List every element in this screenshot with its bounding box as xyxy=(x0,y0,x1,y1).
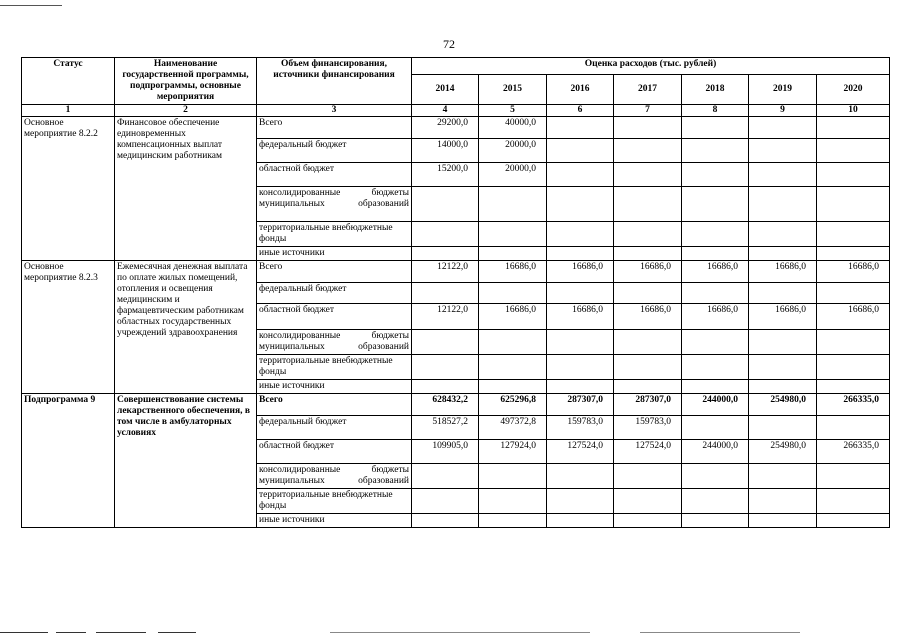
amount-cell xyxy=(817,355,890,380)
budget-table xyxy=(21,57,890,528)
amount-cell xyxy=(547,464,614,489)
amount-cell: 12122,0 xyxy=(412,261,479,283)
amount-cell: 16686,0 xyxy=(479,261,547,283)
amount-cell xyxy=(614,330,682,355)
amount-cell xyxy=(547,247,614,261)
column-number: 4 xyxy=(412,105,479,117)
row-funding-source: территориальные внебюджетные фонды xyxy=(257,489,412,514)
amount-cell xyxy=(412,380,479,394)
amount-cell: 20000,0 xyxy=(479,139,547,163)
row-status: Подпрограмма 9 xyxy=(22,394,115,528)
amount-cell xyxy=(412,464,479,489)
amount-cell xyxy=(749,464,817,489)
amount-cell xyxy=(547,380,614,394)
row-funding-source: территориальные внебюджетные фонды xyxy=(257,355,412,380)
table-row xyxy=(22,394,890,416)
row-funding-source: Всего xyxy=(257,394,412,416)
amount-cell: 16686,0 xyxy=(614,261,682,283)
amount-cell xyxy=(749,247,817,261)
amount-cell: 159783,0 xyxy=(614,416,682,440)
row-funding-source: Всего xyxy=(257,261,412,283)
amount-cell: 625296,8 xyxy=(479,394,547,416)
column-number: 5 xyxy=(479,105,547,117)
amount-cell xyxy=(682,416,749,440)
header-funding: Объем финансирования, источники финансирования xyxy=(257,58,412,105)
amount-cell: 16686,0 xyxy=(749,261,817,283)
amount-cell xyxy=(479,464,547,489)
amount-cell: 127524,0 xyxy=(547,440,614,464)
amount-cell xyxy=(817,163,890,187)
row-funding-source: иные источники xyxy=(257,247,412,261)
amount-cell xyxy=(547,355,614,380)
amount-cell xyxy=(682,514,749,528)
row-status: Основное мероприятие 8.2.3 xyxy=(22,261,115,394)
amount-cell xyxy=(817,416,890,440)
amount-cell: 16686,0 xyxy=(817,304,890,330)
amount-cell: 12122,0 xyxy=(412,304,479,330)
amount-cell xyxy=(614,283,682,304)
amount-cell xyxy=(682,380,749,394)
amount-cell: 287307,0 xyxy=(614,394,682,416)
amount-cell xyxy=(479,514,547,528)
amount-cell xyxy=(817,330,890,355)
page-number: 72 xyxy=(443,37,455,51)
amount-cell xyxy=(412,514,479,528)
amount-cell xyxy=(817,187,890,222)
amount-cell xyxy=(479,222,547,247)
column-number: 8 xyxy=(682,105,749,117)
amount-cell xyxy=(547,139,614,163)
amount-cell xyxy=(614,139,682,163)
amount-cell xyxy=(682,187,749,222)
amount-cell xyxy=(817,464,890,489)
amount-cell xyxy=(749,222,817,247)
column-number: 9 xyxy=(749,105,817,117)
amount-cell xyxy=(817,380,890,394)
column-number: 7 xyxy=(614,105,682,117)
amount-cell xyxy=(749,139,817,163)
row-funding-source: областной бюджет xyxy=(257,304,412,330)
amount-cell xyxy=(547,283,614,304)
amount-cell: 244000,0 xyxy=(682,394,749,416)
column-number: 2 xyxy=(115,105,257,117)
amount-cell xyxy=(682,355,749,380)
row-funding-source: Всего xyxy=(257,117,412,139)
amount-cell: 16686,0 xyxy=(479,304,547,330)
header-name: Наименование государственной программы, подпрограммы, основные мероприятия xyxy=(115,58,257,105)
column-number: 10 xyxy=(817,105,890,117)
header-year: 2018 xyxy=(682,75,749,105)
amount-cell: 16686,0 xyxy=(547,304,614,330)
amount-cell: 127924,0 xyxy=(479,440,547,464)
amount-cell: 244000,0 xyxy=(682,440,749,464)
amount-cell xyxy=(614,163,682,187)
table-row xyxy=(22,261,890,283)
row-program-name: Ежемесячная денежная выплата по оплате жилых помещений, отопления и освещения медицинским и фармацевтическим работникам областных государственных учреждений здравоохранения xyxy=(115,261,257,394)
amount-cell: 628432,2 xyxy=(412,394,479,416)
row-program-name: Финансовое обеспечение единовременных компенсационных выплат медицинским работникам xyxy=(115,117,257,261)
header-year: 2015 xyxy=(479,75,547,105)
amount-cell xyxy=(749,514,817,528)
amount-cell xyxy=(547,514,614,528)
row-funding-source: иные источники xyxy=(257,380,412,394)
amount-cell xyxy=(614,514,682,528)
row-funding-source: федеральный бюджет xyxy=(257,139,412,163)
amount-cell: 14000,0 xyxy=(412,139,479,163)
amount-cell: 40000,0 xyxy=(479,117,547,139)
amount-cell xyxy=(412,247,479,261)
table-row xyxy=(22,117,890,139)
amount-cell: 16686,0 xyxy=(682,261,749,283)
amount-cell xyxy=(479,489,547,514)
amount-cell xyxy=(479,283,547,304)
amount-cell xyxy=(547,163,614,187)
table-body xyxy=(22,117,890,528)
row-funding-source: федеральный бюджет xyxy=(257,416,412,440)
amount-cell: 266335,0 xyxy=(817,440,890,464)
amount-cell: 16686,0 xyxy=(614,304,682,330)
row-funding-source: федеральный бюджет xyxy=(257,283,412,304)
amount-cell xyxy=(479,330,547,355)
amount-cell xyxy=(614,380,682,394)
amount-cell xyxy=(749,187,817,222)
header-estimate: Оценка расходов (тыс. рублей) xyxy=(412,58,890,75)
amount-cell xyxy=(682,163,749,187)
amount-cell xyxy=(749,489,817,514)
amount-cell xyxy=(614,355,682,380)
amount-cell xyxy=(614,489,682,514)
amount-cell: 287307,0 xyxy=(547,394,614,416)
amount-cell: 109905,0 xyxy=(412,440,479,464)
amount-cell xyxy=(614,222,682,247)
column-number: 6 xyxy=(547,105,614,117)
amount-cell xyxy=(817,283,890,304)
header-year: 2017 xyxy=(614,75,682,105)
amount-cell xyxy=(817,514,890,528)
amount-cell xyxy=(412,222,479,247)
row-funding-source: консолидированные бюджеты муниципальных образований xyxy=(257,187,412,222)
amount-cell: 127524,0 xyxy=(614,440,682,464)
amount-cell xyxy=(479,355,547,380)
bottom-scan-lines xyxy=(0,632,905,635)
amount-cell: 20000,0 xyxy=(479,163,547,187)
amount-cell: 254980,0 xyxy=(749,394,817,416)
amount-cell: 16686,0 xyxy=(682,304,749,330)
row-funding-source: иные источники xyxy=(257,514,412,528)
amount-cell xyxy=(412,330,479,355)
row-funding-source: областной бюджет xyxy=(257,440,412,464)
amount-cell xyxy=(817,139,890,163)
amount-cell xyxy=(817,247,890,261)
amount-cell xyxy=(682,464,749,489)
header-year: 2020 xyxy=(817,75,890,105)
amount-cell: 29200,0 xyxy=(412,117,479,139)
amount-cell xyxy=(749,283,817,304)
amount-cell xyxy=(682,330,749,355)
amount-cell xyxy=(682,489,749,514)
amount-cell: 254980,0 xyxy=(749,440,817,464)
amount-cell xyxy=(817,489,890,514)
amount-cell xyxy=(749,416,817,440)
amount-cell xyxy=(614,187,682,222)
amount-cell xyxy=(749,117,817,139)
amount-cell xyxy=(614,247,682,261)
budget-table-container xyxy=(21,57,889,528)
amount-cell xyxy=(547,187,614,222)
amount-cell xyxy=(682,283,749,304)
amount-cell xyxy=(749,163,817,187)
amount-cell: 159783,0 xyxy=(547,416,614,440)
amount-cell: 15200,0 xyxy=(412,163,479,187)
amount-cell xyxy=(412,489,479,514)
header-year: 2014 xyxy=(412,75,479,105)
row-funding-source: консолидированные бюджеты муниципальных образований xyxy=(257,464,412,489)
row-funding-source: областной бюджет xyxy=(257,163,412,187)
amount-cell xyxy=(479,187,547,222)
amount-cell: 16686,0 xyxy=(547,261,614,283)
amount-cell xyxy=(749,330,817,355)
amount-cell xyxy=(412,187,479,222)
amount-cell: 16686,0 xyxy=(749,304,817,330)
row-funding-source: территориальные внебюджетные фонды xyxy=(257,222,412,247)
amount-cell xyxy=(817,222,890,247)
row-funding-source: консолидированные бюджеты муниципальных образований xyxy=(257,330,412,355)
amount-cell xyxy=(682,117,749,139)
header-year: 2019 xyxy=(749,75,817,105)
amount-cell: 266335,0 xyxy=(817,394,890,416)
amount-cell: 497372,8 xyxy=(479,416,547,440)
row-program-name: Совершенствование системы лекарственного обеспечения, в том числе в амбулаторных условиях xyxy=(115,394,257,528)
column-number: 1 xyxy=(22,105,115,117)
top-rule xyxy=(0,5,62,6)
amount-cell xyxy=(412,355,479,380)
amount-cell xyxy=(547,117,614,139)
amount-cell xyxy=(412,283,479,304)
amount-cell: 518527,2 xyxy=(412,416,479,440)
column-number: 3 xyxy=(257,105,412,117)
header-status: Статус xyxy=(22,58,115,105)
amount-cell xyxy=(817,117,890,139)
amount-cell: 16686,0 xyxy=(817,261,890,283)
amount-cell xyxy=(547,222,614,247)
amount-cell xyxy=(682,247,749,261)
header-year: 2016 xyxy=(547,75,614,105)
amount-cell xyxy=(479,380,547,394)
amount-cell xyxy=(547,489,614,514)
amount-cell xyxy=(682,139,749,163)
amount-cell xyxy=(547,330,614,355)
amount-cell xyxy=(614,464,682,489)
amount-cell xyxy=(479,247,547,261)
amount-cell xyxy=(614,117,682,139)
row-status: Основное мероприятие 8.2.2 xyxy=(22,117,115,261)
amount-cell xyxy=(682,222,749,247)
amount-cell xyxy=(749,355,817,380)
amount-cell xyxy=(749,380,817,394)
